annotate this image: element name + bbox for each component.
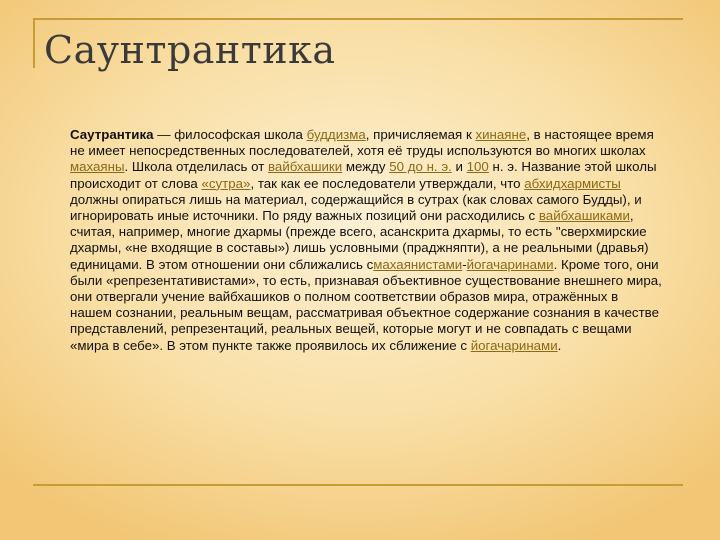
link-50-bc[interactable]: 50 до н. э. bbox=[389, 159, 452, 175]
body-text-segment: , в настоящее время не имеет непосредственных последователей, хотя её труды используются во многих школах bbox=[70, 127, 654, 159]
frame-top-rule bbox=[33, 18, 683, 20]
link-yogacharins[interactable]: йогачаринами bbox=[466, 256, 554, 272]
term-heading: Саутрантика bbox=[70, 127, 154, 142]
slide-title: Саунтрантика bbox=[44, 28, 336, 72]
body-text-segment: - bbox=[462, 256, 467, 272]
frame-bottom-rule bbox=[33, 484, 683, 486]
body-text-segment: должны опираться лишь на материал, содержащийся в сутрах (как словах самого Будды), и игнорировать иные источники. По ряду важных позиций они расходились с bbox=[70, 191, 642, 224]
frame-left-accent bbox=[33, 18, 35, 68]
link-mahayanists[interactable]: махаянистами bbox=[373, 256, 463, 272]
link-100[interactable]: 100 bbox=[466, 159, 489, 175]
body-text-segment: , считая, например, многие дхармы (прежде всего, асанскрита дхармы, то есть "сверхмирские дхармы, «не входящие в составы») лишь условными (праджняпти), а не реальными (дравья) единицами. В этом отношении они сближались с bbox=[70, 208, 649, 272]
link-yogacharins-2[interactable]: йогачаринами bbox=[470, 337, 558, 353]
body-text-segment: — философская школа bbox=[153, 127, 307, 142]
link-vaibhashika[interactable]: вайбхашики bbox=[268, 159, 343, 175]
link-vaibhashikas[interactable]: вайбхашиками bbox=[538, 208, 630, 224]
link-hinayana[interactable]: хинаяне bbox=[475, 127, 527, 142]
slide-body-paragraph bbox=[70, 127, 662, 354]
body-text-segment: , причисляемая к bbox=[365, 127, 476, 142]
body-text-segment: . Кроме того, они были «репрезентативистами», то есть, признавая объективное существование внешнего мира, они отвергали учение вайбхашиков о полном соответствии образов мира, отражённых в нашем сознании, реальным вещам, рассматривая объектное содержание сознания в качестве представлений, репрезентаций, реальных вещей, которые могут и не совпадать с вещами «мира в себе». В этом пункте также проявилось их сближение с bbox=[70, 256, 662, 353]
link-buddhism[interactable]: буддизма bbox=[306, 127, 366, 142]
link-abhidharmists[interactable]: абхидхармисты bbox=[524, 175, 621, 191]
body-text-segment: между bbox=[342, 159, 390, 175]
link-sutra[interactable]: «сутра» bbox=[201, 175, 251, 191]
body-text-segment: и bbox=[451, 159, 467, 175]
body-text-segment: , так как ее последователи утверждали, что bbox=[250, 175, 525, 191]
body-text-segment: . bbox=[557, 337, 562, 353]
body-text-segment: . Школа отделилась от bbox=[124, 159, 269, 175]
link-mahayana[interactable]: махаяны bbox=[70, 159, 125, 175]
body-text-segment: н. э. Название этой школы происходит от слова bbox=[70, 159, 657, 191]
